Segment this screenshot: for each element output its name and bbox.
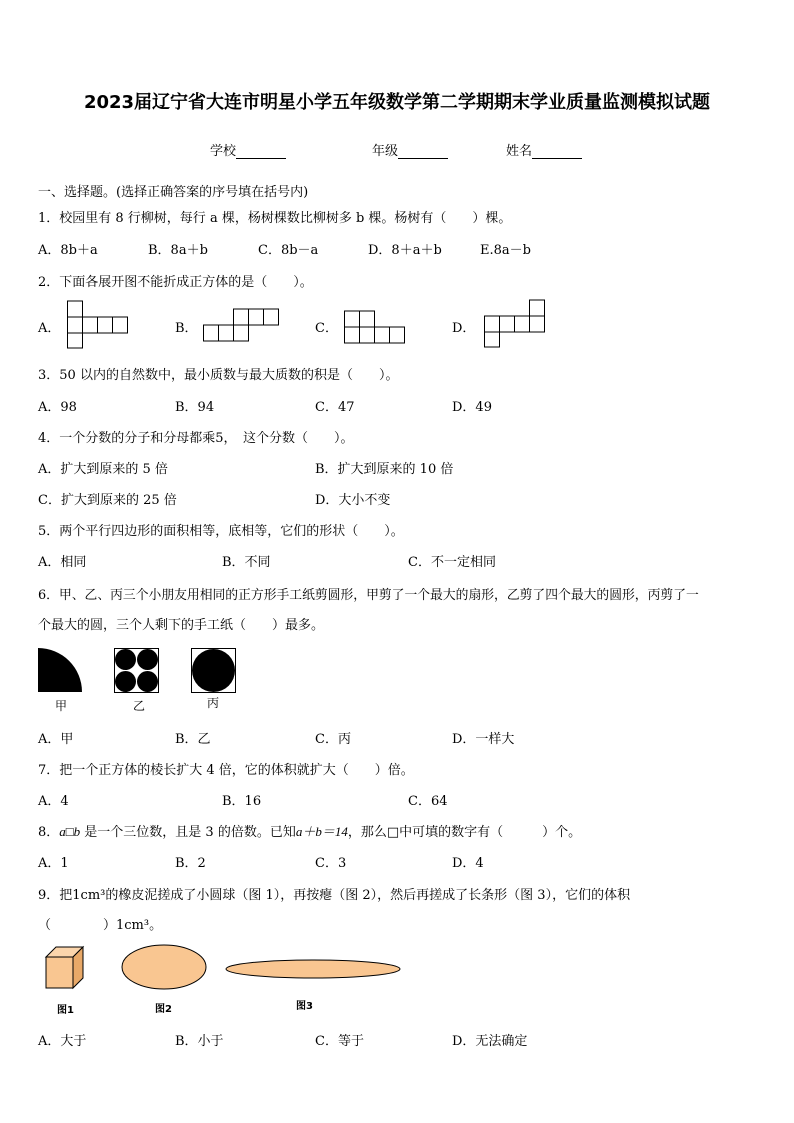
q3-option-a[interactable]: A．98: [38, 400, 77, 415]
q1-option-e[interactable]: E.8a－b: [480, 243, 531, 258]
figure-2-ellipse: [120, 944, 210, 992]
question-6-line-1: 6．甲、乙、丙三个小朋友用相同的正方形手工纸剪圆形，甲剪了一个最大的扇形，乙剪了四个最大的圆形，丙剪了一: [38, 588, 699, 603]
q9-option-d[interactable]: D．无法确定: [452, 1034, 528, 1049]
question-4: 4．一个分数的分子和分母都乘5， 这个分数（ ）。: [38, 431, 354, 446]
caption-fig3: 图3: [296, 1001, 313, 1012]
q8-suffix: ，那么□中可填的数字有（ ）个。: [347, 825, 582, 840]
q7-option-c[interactable]: C．64: [408, 794, 448, 809]
figure-3-strip: [225, 958, 405, 980]
cube-net-a: [67, 300, 132, 350]
q4-option-c[interactable]: C．扩大到原来的 25 倍: [38, 493, 177, 508]
q3-option-d[interactable]: D．49: [452, 400, 492, 415]
q8-option-d[interactable]: D．4: [452, 856, 484, 871]
grade-label: 年级: [372, 144, 399, 159]
question-9-line-1: 9．把1cm³的橡皮泥搓成了小圆球（图 1），再按瘪（图 2），然后再搓成了长条形（图 3），它们的体积: [38, 888, 631, 903]
cube-net-c: [344, 310, 410, 346]
q9-option-a[interactable]: A．大于: [38, 1034, 87, 1049]
question-8: [38, 821, 581, 840]
q6-option-d[interactable]: D．一样大: [452, 732, 515, 747]
q1-option-d[interactable]: D．8＋a＋b: [368, 243, 442, 258]
name-blank[interactable]: [532, 146, 582, 159]
cube-net-b: [203, 308, 283, 344]
q8-number-expression: a□b: [59, 824, 81, 839]
q6-option-a[interactable]: A．甲: [38, 732, 74, 747]
q3-option-c[interactable]: C．47: [315, 400, 355, 415]
cube-net-d: [484, 299, 550, 349]
figure-bing-circle: [191, 648, 237, 694]
q2-option-c[interactable]: C．: [315, 321, 338, 336]
section-heading: 一、选择题。(选择正确答案的序号填在括号内): [38, 185, 309, 200]
grade-field: [372, 140, 448, 159]
q2-option-b[interactable]: B．: [175, 321, 198, 336]
q8-mid-text: 是一个三位数，且是 3 的倍数。已知: [84, 825, 296, 840]
q4-option-b[interactable]: B．扩大到原来的 10 倍: [315, 462, 454, 477]
q4-option-d[interactable]: D．大小不变: [315, 493, 391, 508]
q6-option-b[interactable]: B．乙: [175, 732, 211, 747]
q5-option-a[interactable]: A．相同: [38, 555, 87, 570]
q8-prefix: 8．: [38, 825, 60, 840]
caption-bing: 丙: [207, 696, 220, 710]
q8-option-c[interactable]: C．3: [315, 856, 347, 871]
caption-fig1: 图1: [57, 1005, 74, 1016]
q5-option-b[interactable]: B．不同: [222, 555, 271, 570]
q3-option-b[interactable]: B．94: [175, 400, 215, 415]
q5-option-c[interactable]: C．不一定相同: [408, 555, 496, 570]
caption-fig2: 图2: [155, 1004, 172, 1015]
q7-option-b[interactable]: B．16: [222, 794, 262, 809]
q8-option-b[interactable]: B．2: [175, 856, 206, 871]
q1-option-b[interactable]: B．8a＋b: [148, 243, 208, 258]
question-2: 2．下面各展开图不能折成正方体的是（ ）。: [38, 275, 313, 290]
question-1: 1．校园里有 8 行柳树，每行 a 棵，杨树棵数比柳树多 b 棵。杨树有（ ）棵。: [38, 211, 512, 226]
figure-yi-four-circles: [114, 648, 160, 694]
caption-jia: 甲: [55, 699, 68, 713]
q9-option-b[interactable]: B．小于: [175, 1034, 224, 1049]
figure-1-cube: [45, 944, 85, 990]
q1-option-a[interactable]: A．8b＋a: [38, 243, 98, 258]
question-7: 7．把一个正方体的棱长扩大 4 倍，它的体积就扩大（ ）倍。: [38, 763, 414, 778]
question-3: 3．50 以内的自然数中，最小质数与最大质数的积是（ ）。: [38, 368, 399, 383]
q4-option-a[interactable]: A．扩大到原来的 5 倍: [38, 462, 168, 477]
school-field: [210, 140, 286, 159]
name-field: [506, 140, 582, 159]
school-blank[interactable]: [236, 146, 286, 159]
figure-jia-sector: [38, 648, 84, 694]
q8-equation: a＋b＝14: [295, 824, 348, 839]
question-5: 5．两个平行四边形的面积相等，底相等，它们的形状（ ）。: [38, 524, 404, 539]
caption-yi: 乙: [133, 699, 146, 713]
q9-option-c[interactable]: C．等于: [315, 1034, 364, 1049]
grade-blank[interactable]: [398, 146, 448, 159]
page-title: 2023届辽宁省大连市明星小学五年级数学第二学期期末学业质量监测模拟试题: [83, 92, 711, 113]
q2-option-d[interactable]: D．: [452, 321, 476, 336]
school-label: 学校: [210, 144, 237, 159]
q1-option-c[interactable]: C．8b－a: [258, 243, 319, 258]
q8-option-a[interactable]: A．1: [38, 856, 69, 871]
q7-option-a[interactable]: A．4: [38, 794, 69, 809]
q2-option-a[interactable]: A．: [38, 321, 61, 336]
question-9-line-2: （ ）1cm³。: [38, 918, 163, 933]
name-label: 姓名: [506, 144, 533, 159]
question-6-line-2: 个最大的圆，三个人剩下的手工纸（ ）最多。: [38, 618, 325, 633]
q6-option-c[interactable]: C．丙: [315, 732, 351, 747]
